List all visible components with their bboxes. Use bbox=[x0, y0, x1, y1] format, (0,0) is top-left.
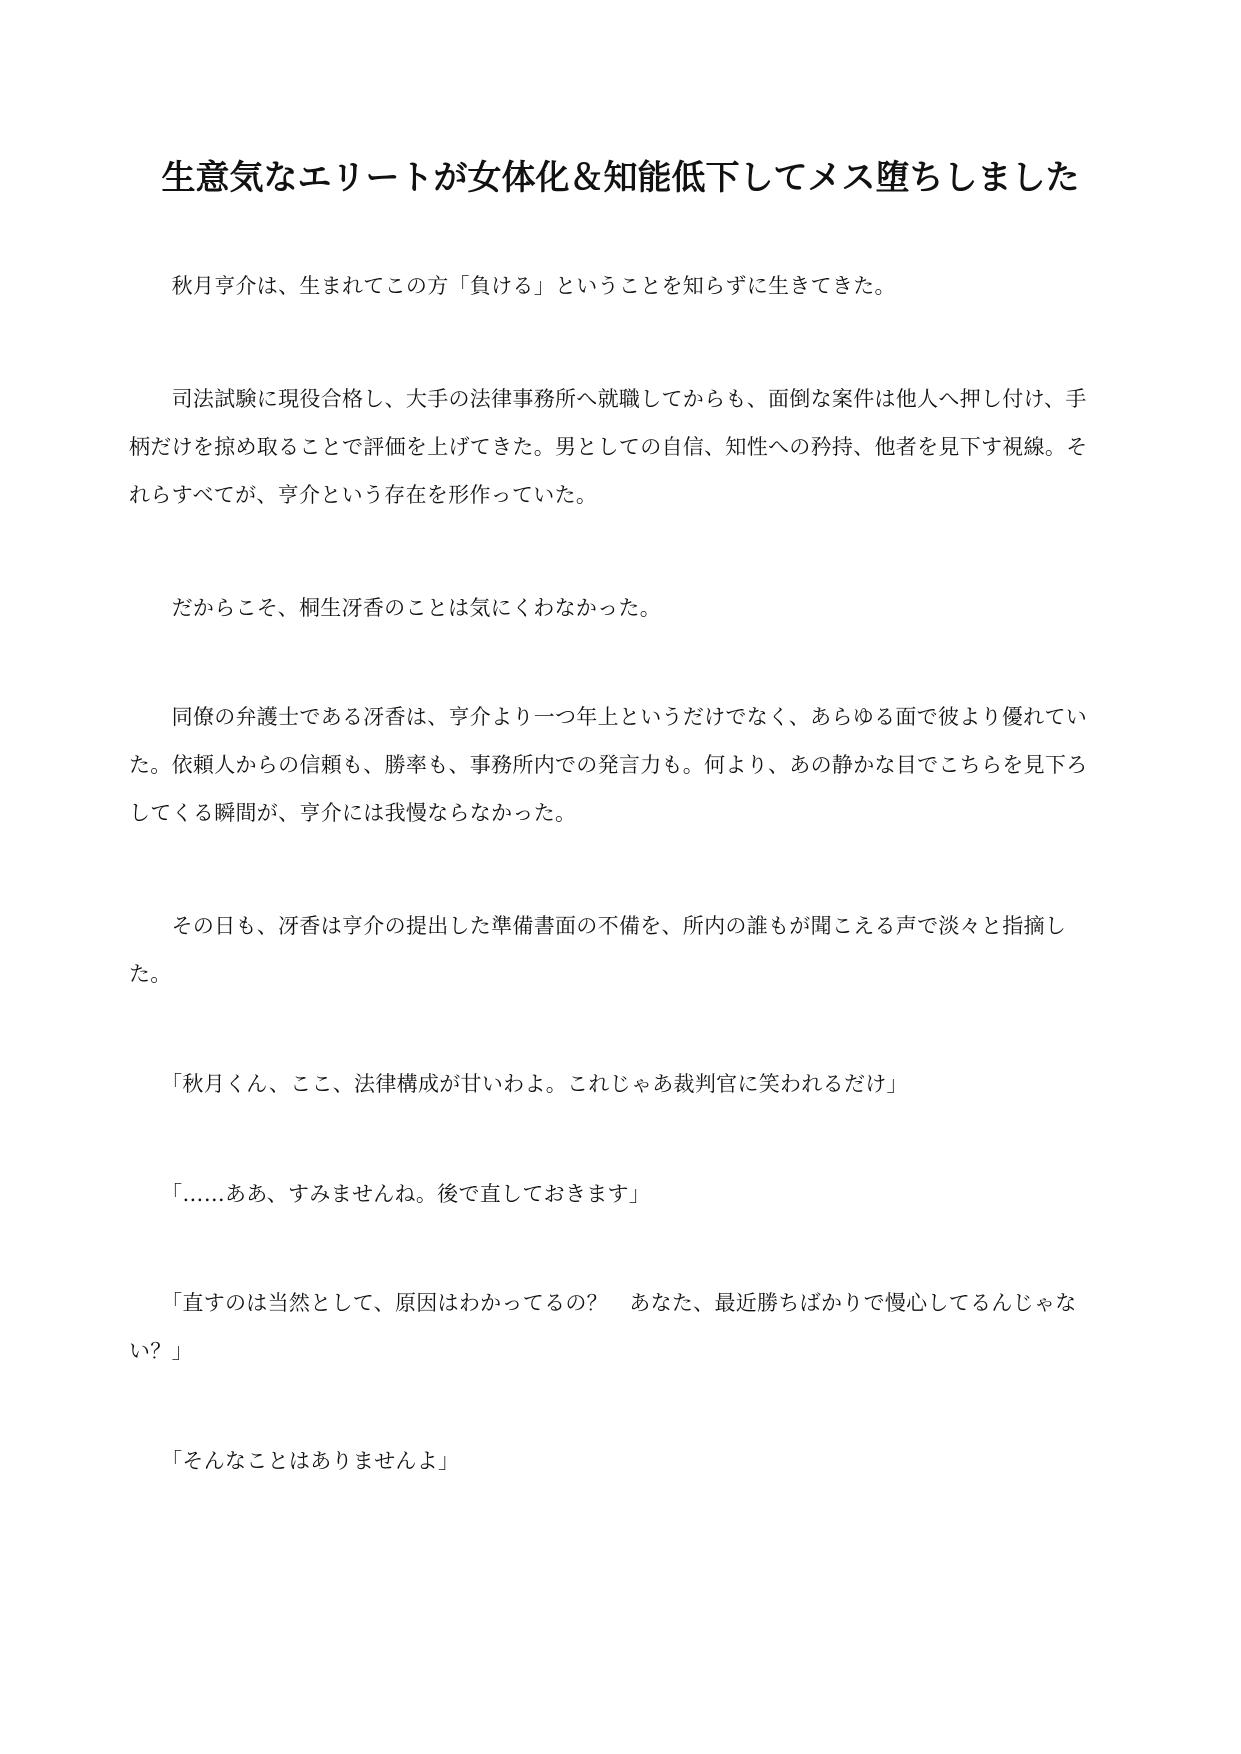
paragraph-2: 司法試験に現役合格し、大手の法律事務所へ就職してからも、面倒な案件は他人へ押し付け、手柄だけを掠め取ることで評価を上げてきた。男としての自信、知性への矜持、他者を見下す視線。それらすべてが、亨介という存在を形作っていた。 bbox=[129, 387, 1088, 507]
paragraph-8: 「直すのは当然として、原因はわかってるの？ あなた、最近勝ちばかりで慢心してるんじゃない？」 bbox=[129, 1291, 1077, 1363]
paragraph-3: だからこそ、桐生冴香のことは気にくわなかった。 bbox=[129, 596, 662, 620]
document-title: 生意気なエリートが女体化＆知能低下してメス堕ちしました bbox=[161, 158, 1080, 198]
paragraph-1: 秋月亨介は、生まれてこの方「負ける」ということを知らずに生きてきた。 bbox=[129, 274, 896, 298]
paragraph-5: その日も、冴香は亨介の提出した準備書面の不備を、所内の誰もが聞こえる声で淡々と指摘した。 bbox=[129, 914, 1067, 986]
paragraph-7: 「……ああ、すみませんね。後で直しておきます」 bbox=[129, 1182, 651, 1206]
paragraph-6: 「秋月くん、ここ、法律構成が甘いわよ。これじゃあ裁判官に笑われるだけ」 bbox=[129, 1072, 908, 1096]
paragraph-9: 「そんなことはありませんよ」 bbox=[129, 1449, 460, 1473]
paragraph-4: 同僚の弁護士である冴香は、亨介より一つ年上というだけでなく、あらゆる面で彼より優れていた。依頼人からの信頼も、勝率も、事務所内での発言力も。何より、あの静かな目でこちらを見下ろしてくる瞬間が、亨介には我慢ならなかった。 bbox=[129, 705, 1088, 825]
